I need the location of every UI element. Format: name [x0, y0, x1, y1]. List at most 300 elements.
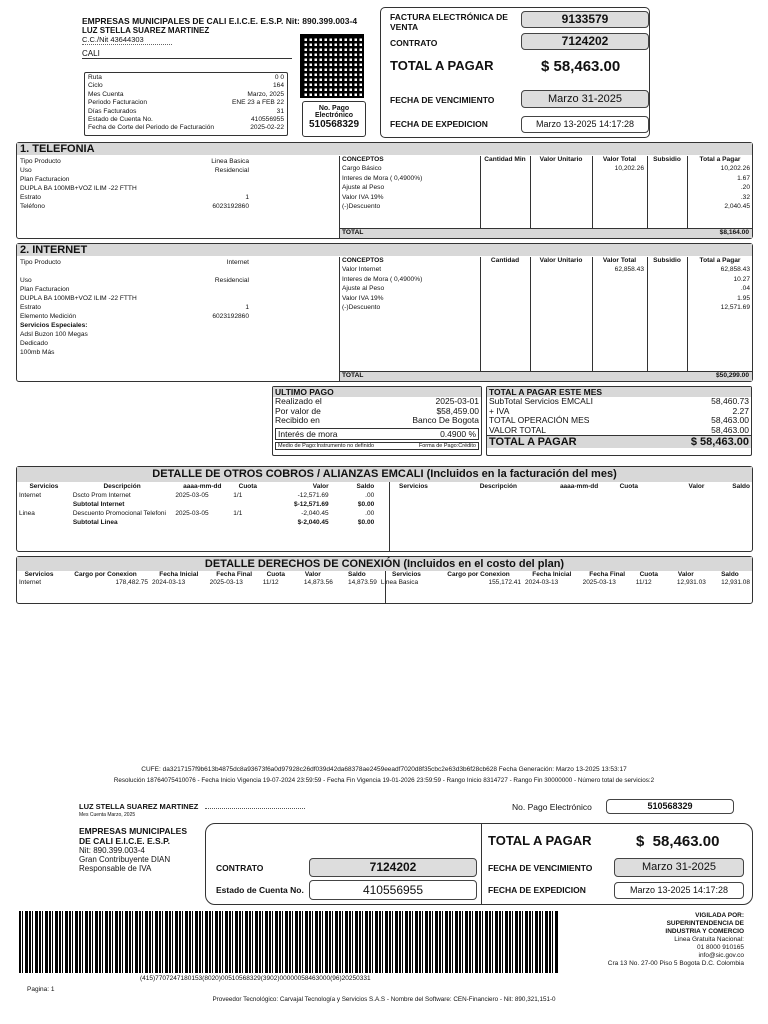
connection-header: Servicios [24, 571, 54, 578]
stub-company-nit: Nit: 890.399.003-4 [79, 846, 145, 855]
total-amount: $ 58,463.00 [541, 58, 621, 75]
product-info-label: Plan Facturacion [20, 286, 70, 293]
product-info-value: Residencial [214, 167, 249, 174]
stub-due-label: FECHA DE VENCIMIENTO [488, 863, 593, 873]
last-payment-value: Banco De Bogota [412, 415, 479, 425]
supervision-block [544, 912, 744, 968]
connection-cell: Internet [19, 579, 42, 586]
concept-total: 62,858.43 [720, 266, 750, 273]
info-row [88, 74, 284, 82]
column-header: CONCEPTOS [342, 156, 384, 163]
product-info-value [185, 330, 253, 339]
concept-name: (-)Descuento [342, 304, 381, 311]
other-charges-cell: Subtotal Internet [72, 501, 125, 508]
product-info-label [20, 267, 185, 276]
product-info-label: Plan Facturacion [20, 176, 70, 183]
product-info-row [20, 175, 253, 184]
month-total-row [489, 426, 749, 436]
connection-header: Valor [677, 571, 694, 578]
connection-charges-divider [385, 571, 386, 603]
product-info-value: 1 [245, 304, 249, 311]
column-header: CONCEPTOS [342, 257, 384, 264]
stub-month: Mes Cuenta Marzo, 2025 [79, 812, 136, 818]
info-row [88, 91, 284, 99]
column-header: Valor Unitario [539, 156, 583, 163]
telefonia-product-info [20, 157, 253, 211]
account-info-rows [88, 74, 284, 133]
other-charges-header: Descripción [103, 483, 141, 490]
concept-total: 1.95 [737, 294, 750, 302]
other-charges-cell: $0.00 [357, 501, 375, 508]
stub-main-box [205, 823, 753, 905]
section-total-value: $50,299.00 [715, 372, 749, 379]
account-info-box [84, 72, 288, 136]
connection-cell: 2024-03-13 [525, 579, 559, 586]
product-info-label: DUPLA BA 100MB+VOZ ILIM -22 FTTH [20, 185, 137, 192]
last-payment-label: Por valor de [275, 405, 321, 416]
col-divider [647, 257, 648, 372]
product-info-value [185, 184, 253, 193]
stub-payment-label: No. Pago Electrónico [512, 802, 592, 812]
col-divider [647, 156, 648, 229]
product-info-value [185, 285, 253, 294]
connection-cell: 2025-03-13 [582, 579, 616, 586]
month-total-label: TOTAL OPERACIÓN MES [489, 415, 590, 425]
customer-city: CALI [82, 49, 292, 59]
supervision-line: Linea Gratuita Nacional: [674, 936, 744, 943]
product-info-value: Residencial [214, 277, 249, 284]
column-header: Total a Pagar [699, 257, 741, 264]
connection-header: Cargo por Conexion [447, 571, 510, 578]
stub-total: $ 58,463.00 [636, 833, 720, 850]
other-charges-header: Valor [312, 483, 329, 490]
concept-name: Valor IVA 19% [342, 294, 384, 302]
stub-company-iva: Responsable de IVA [79, 864, 152, 873]
grand-total-value: $ 58,463.00 [690, 436, 749, 448]
product-info-row [20, 157, 253, 166]
internet-title: 2. INTERNET [17, 244, 752, 256]
info-label: Fecha de Corte del Periodo de Facturación [88, 124, 215, 132]
connection-cell: 155,172.41 [488, 579, 521, 586]
connection-header: Cuota [266, 571, 285, 578]
connection-cell: 178,482.75 [115, 579, 148, 586]
stub-issue-label: FECHA DE EXPEDICION [488, 885, 586, 895]
other-charges-row [17, 491, 752, 500]
info-row [88, 116, 284, 124]
grand-total-row [487, 435, 751, 448]
concept-name: (-)Descuento [342, 203, 381, 210]
connection-header: Saldo [721, 571, 739, 578]
info-value: Marzo, 2025 [247, 90, 284, 98]
connection-cell: 12,931.03 [676, 579, 706, 586]
grand-total-label: TOTAL A PAGAR [489, 436, 577, 448]
column-header: Cantidad Min [484, 156, 526, 163]
product-info-label: Servicios Especiales: [20, 322, 88, 329]
other-charges-cell: -2,040.45 [301, 510, 329, 517]
month-total-title: TOTAL A PAGAR ESTE MES [487, 387, 751, 397]
column-header: Valor Unitario [539, 257, 583, 264]
connection-header: Valor [304, 571, 321, 578]
internet-concepts-table [339, 257, 752, 381]
product-info-row [20, 330, 253, 339]
stub-company-name-2: DE CALI E.I.C.E. E.S.P. [79, 836, 171, 846]
product-info-value [185, 267, 253, 276]
product-info-row [20, 339, 253, 348]
col-divider [592, 257, 593, 372]
product-info-row [20, 184, 253, 193]
product-info-row [20, 294, 253, 303]
product-info-label: Adsl Buzon 100 Megas [20, 331, 88, 338]
month-total-value: 2.27 [732, 405, 749, 416]
company-name: EMPRESAS MUNICIPALES DE CALI E.I.C.E. E.S.P. Nit: 890.399.003-4 [82, 16, 358, 26]
month-total-value: 58,463.00 [711, 415, 749, 425]
connection-header: Fecha Final [589, 571, 626, 578]
product-info-label: Uso [20, 167, 32, 174]
other-charges-cell [612, 500, 645, 509]
cufe-line: CUFE: da3217157f9b613b4875dc8a93673f6a0d97928c26df039d42da68378ae2459eeadf7020d8f35cbc2e63d3b6f28cb628 Fecha Generación: Marzo 13-2025 13:53:17 [141, 766, 627, 773]
other-charges-header: Saldo [732, 483, 750, 490]
contract-label: CONTRATO [390, 38, 438, 48]
other-charges-cell [645, 491, 706, 500]
product-info-row [20, 321, 253, 330]
other-charges-header: Servicios [399, 483, 428, 490]
other-charges-cell [17, 500, 71, 509]
info-label: Días Facturados [88, 107, 137, 115]
col-divider [530, 156, 531, 229]
customer-id: C.C./Nit 43644303 [82, 35, 172, 45]
due-date: Marzo 31-2025 [521, 90, 649, 108]
other-charges-cell: -12,571.69 [297, 492, 329, 499]
info-row [88, 82, 284, 90]
other-charges-cell [231, 500, 264, 509]
other-charges-cell [612, 491, 645, 500]
other-charges-title: DETALLE DE OTROS COBROS / ALIANZAS EMCALI (Incluidos en la facturación del mes) [17, 467, 752, 482]
product-info-value: Linea Basica [211, 158, 249, 165]
section-total-label: TOTAL [342, 372, 364, 379]
section-total-value: $8,164.00 [719, 229, 749, 236]
last-payment-value: $58,459.00 [436, 405, 479, 416]
other-charges-header: Servicios [29, 483, 59, 490]
connection-cell: Linea Basica [380, 579, 419, 586]
payment-form: Forma de Pago:Crédito [418, 442, 476, 449]
product-info-value: Internet [226, 259, 249, 266]
section-total-label: TOTAL [342, 229, 364, 236]
product-info-row [20, 285, 253, 294]
product-info-label: Estrato [20, 304, 41, 311]
payment-number: 510568329 [308, 119, 360, 130]
other-charges-cell [706, 518, 752, 527]
payment-number-box [302, 101, 366, 137]
last-payment-rows [273, 397, 481, 426]
other-charges-cell [645, 518, 706, 527]
column-header: Valor Total [602, 156, 637, 163]
stub-company-name-1: EMPRESAS MUNICIPALES [79, 826, 187, 836]
tech-provider: Proveedor Tecnológico: Carvajal Tecnología y Servicios S.A.S - Nombre del Software: CEN-Financiero - Nit: 890,321,151-0 [212, 996, 556, 1003]
product-info-row [20, 276, 253, 285]
month-total-label: + IVA [489, 405, 510, 416]
concept-total: .32 [740, 193, 750, 201]
concept-name: Interes de Mora ( 0,4900%) [342, 174, 423, 182]
supervision-line: INDUSTRIA Y COMERCIO [665, 928, 744, 935]
other-charges-cell: .00 [365, 492, 375, 499]
product-info-value [185, 348, 253, 357]
month-total-box [486, 386, 752, 456]
product-info-label: Tipo Producto [20, 158, 61, 165]
other-charges-cell: Linea [19, 510, 35, 517]
telefonia-title: 1. TELEFONIA [17, 143, 752, 155]
supervision-line: VIGILADA POR: [695, 912, 744, 919]
stub-issue: Marzo 13-2025 14:17:28 [614, 882, 744, 899]
telefonia-concepts-table [339, 156, 752, 238]
concept-name: Interes de Mora ( 0,4900%) [342, 275, 423, 283]
stub-company-contrib: Gran Contribuyente DIAN [79, 855, 171, 864]
product-info-label: Estrato [20, 194, 41, 201]
invoice-type-label: FACTURA ELECTRÓNICA DE VENTA [390, 12, 508, 32]
other-charges-cell: 2025-03-05 [175, 492, 209, 499]
stub-total-label: TOTAL A PAGAR [488, 833, 592, 848]
concept-total: 10,202.26 [720, 165, 750, 172]
connection-header: Saldo [348, 571, 366, 578]
product-info-row [20, 166, 253, 175]
other-charges-cell [451, 500, 546, 509]
product-info-label: 100mb Más [20, 349, 55, 356]
info-value: 164 [272, 82, 284, 90]
other-charges-table [17, 482, 752, 527]
connection-cell: 14,873.56 [303, 579, 333, 586]
product-info-row [20, 348, 253, 357]
stub-account: 410556955 [309, 880, 477, 900]
connection-header: Fecha Final [216, 571, 253, 578]
other-charges-cell [17, 518, 71, 527]
concept-name: Ajuste al Peso [342, 184, 385, 191]
other-charges-header: aaaa-mm-dd [559, 483, 599, 490]
info-value: 410556955 [250, 116, 284, 124]
interest-rate-label: Interés de mora [278, 428, 338, 439]
payment-number-label: No. Pago Electrónico [314, 105, 354, 119]
connection-header: Cargo por Conexion [74, 571, 137, 578]
product-info-row [20, 312, 253, 321]
connection-header: Fecha Inicial [159, 571, 199, 578]
other-charges-section [16, 466, 753, 552]
telefonia-section [16, 142, 753, 239]
info-row [88, 99, 284, 107]
supervision-line: info@sic.gov.co [698, 952, 744, 959]
last-payment-row [275, 416, 479, 426]
last-payment-label: Recibido en [275, 415, 320, 425]
concept-grid [340, 257, 752, 381]
internet-section [16, 243, 753, 382]
last-payment-label: Realizado el [275, 396, 322, 406]
connection-cell: 12,931.08 [721, 579, 750, 586]
other-charges-cell [645, 509, 706, 518]
stub-payment-number: 510568329 [606, 799, 734, 814]
connection-cell: 11/12 [635, 579, 652, 586]
other-charges-cell: Subtotal Linea [72, 519, 118, 526]
info-label: Ciclo [88, 82, 103, 90]
other-charges-header: Valor [688, 483, 705, 490]
other-charges-body [17, 482, 752, 551]
other-charges-row [17, 518, 752, 527]
telefonia-table-body [340, 156, 752, 238]
product-info-label: Elemento Medición [20, 313, 77, 320]
issue-date: Marzo 13-2025 14:17:28 [521, 116, 649, 133]
concept-total: .20 [740, 184, 750, 191]
stub-due: Marzo 31-2025 [614, 858, 744, 877]
internet-product-info [20, 258, 253, 357]
other-charges-divider [389, 482, 390, 551]
other-charges-cell [376, 509, 451, 518]
stub-customer-line [205, 808, 305, 809]
other-charges-cell [706, 491, 752, 500]
col-divider [480, 257, 481, 372]
column-header: Cantidad [490, 257, 520, 264]
customer-name: LUZ STELLA SUAREZ MARTINEZ [82, 26, 210, 35]
payment-method-row [275, 442, 479, 450]
month-total-rows [487, 397, 751, 435]
other-charges-cell [612, 518, 645, 527]
stub-contract: 7124202 [309, 858, 477, 877]
month-total-value: 58,463.00 [711, 424, 749, 435]
other-charges-cell [376, 500, 451, 509]
connection-header: Fecha Inicial [532, 571, 572, 578]
other-charges-row [17, 500, 752, 509]
info-label: Estado de Cuenta No. [88, 116, 153, 124]
connection-header: Servicios [392, 571, 421, 578]
supervision-line: SUPERINTENDENCIA DE [666, 920, 744, 927]
other-charges-cell: .00 [365, 510, 375, 517]
concept-total: .04 [740, 285, 750, 292]
payment-medium: Medio de Pago:Instrumento no definido [278, 442, 375, 449]
concept-name: Valor Internet [342, 266, 382, 273]
concept-valor-total: 10,202.26 [614, 165, 644, 172]
concept-grid [340, 156, 752, 238]
product-info-label: Dedicado [20, 340, 48, 347]
connection-charges-title: DETALLE DERECHOS DE CONEXIÓN (Incluidos en el costo del plan) [17, 557, 752, 571]
product-info-value [185, 339, 253, 348]
other-charges-cell [546, 518, 612, 527]
col-divider [687, 257, 688, 372]
col-divider [530, 257, 531, 372]
column-header: Subsidio [653, 257, 681, 264]
other-charges-header: aaaa-mm-dd [183, 483, 222, 490]
other-charges-cell: 2025-03-05 [175, 510, 209, 517]
stub-account-label: Estado de Cuenta No. [216, 885, 304, 895]
product-info-label: DUPLA BA 100MB+VOZ ILIM -22 FTTH [20, 295, 137, 302]
info-value: 31 [276, 107, 284, 115]
other-charges-cell [376, 518, 451, 527]
info-value: 2025-02-22 [250, 124, 284, 132]
other-charges-cell: Dscto Prom Internet [72, 492, 131, 499]
product-info-value [185, 294, 253, 303]
connection-charges-section [16, 556, 753, 604]
product-info-value: 1 [245, 194, 249, 201]
section-total-row [340, 371, 752, 381]
contract-number: 7124202 [521, 33, 649, 50]
other-charges-cell [645, 500, 706, 509]
invoice-number: 9133579 [521, 11, 649, 28]
month-total-label: SubTotal Servicios EMCALI [489, 396, 593, 406]
interest-rate-row [275, 428, 479, 440]
page-number: Pagina: 1 [27, 986, 55, 993]
product-info-value: 6023192860 [212, 203, 249, 210]
connection-cell: 2024-03-13 [152, 579, 186, 586]
other-charges-cell: $0.00 [357, 519, 375, 526]
info-row [88, 124, 284, 132]
stub-contract-label: CONTRATO [216, 863, 264, 873]
other-charges-header: Cuota [619, 483, 638, 490]
product-info-label: Uso [20, 277, 32, 284]
product-info-row [20, 303, 253, 312]
month-total-value: 58,460.73 [711, 396, 749, 406]
supervision-line: 01 8000 910165 [697, 944, 744, 951]
info-label: Mes Cuenta [88, 90, 124, 98]
concept-name: Valor IVA 19% [342, 193, 384, 201]
supervision-line: Cra 13 No. 27-00 Piso 5 Bogota D.C. Colombia [607, 960, 744, 967]
other-charges-cell [706, 509, 752, 518]
product-info-row [20, 202, 253, 211]
product-info-row [20, 258, 253, 267]
barcode-text: (415)7707247180153(8020)00510568329(3902)00000058463000(96)20250331 [140, 975, 371, 982]
other-charges-cell: Descuento Promocional Telefoni [72, 510, 166, 517]
connection-cell: 14,873.59 [347, 579, 377, 586]
stub-customer: LUZ STELLA SUAREZ MARTINEZ [79, 802, 199, 811]
invoice-summary-box [380, 7, 650, 138]
other-charges-cell [451, 518, 546, 527]
info-value: ENE 23 a FEB 22 [231, 99, 284, 107]
stub-divider [481, 824, 482, 904]
info-row [88, 108, 284, 116]
other-charges-cell [706, 500, 752, 509]
concept-name: Cargo Básico [342, 165, 382, 172]
other-charges-cell: $-12,571.69 [293, 501, 329, 508]
connection-charges-body [17, 571, 752, 603]
concept-total: 10.27 [733, 275, 750, 283]
concept-total: 12,571.69 [720, 304, 750, 311]
connection-cell: 11/12 [262, 579, 279, 586]
month-total-label: VALOR TOTAL [489, 424, 547, 435]
other-charges-cell [451, 509, 546, 518]
last-payment-value: 2025-03-01 [435, 396, 479, 406]
other-charges-cell [612, 509, 645, 518]
other-charges-header: Descripción [479, 483, 517, 490]
resolution-line: Resolución 18764075410076 - Fecha Inicio Vigencia 19-07-2024 23:59:59 - Fecha Fin Vigencia 19-01-2026 23:59:59 - Rango Inicio 8314727 - Rango Fin 30000000 - Número total de servicios:2 [113, 777, 655, 784]
barcode-icon [19, 911, 559, 973]
stub-company-block [79, 826, 203, 873]
other-charges-cell: 1/1 [233, 492, 243, 499]
other-charges-cell [231, 518, 264, 527]
product-info-row [20, 267, 253, 276]
product-info-value [185, 321, 253, 330]
connection-cell: 2025-03-13 [209, 579, 243, 586]
product-info-value: 6023192860 [212, 313, 249, 320]
other-charges-header: Saldo [356, 483, 375, 490]
other-charges-cell: $-2,040.45 [297, 519, 329, 526]
other-charges-header: Cuota [238, 483, 258, 490]
other-charges-row [17, 509, 752, 518]
info-value: 0 0 [274, 74, 284, 81]
qr-code-icon [302, 36, 362, 96]
column-header: Valor Total [602, 257, 637, 264]
last-payment-box [272, 386, 482, 456]
issue-date-label: FECHA DE EXPEDICION [390, 119, 488, 129]
section-total-row [340, 228, 752, 238]
concept-total: 1.67 [737, 174, 750, 182]
other-charges-cell [376, 491, 451, 500]
column-header: Total a Pagar [699, 156, 741, 163]
other-charges-cell: 1/1 [233, 510, 243, 517]
due-date-label: FECHA DE VENCIMIENTO [390, 95, 495, 105]
total-label: TOTAL A PAGAR [390, 58, 494, 73]
